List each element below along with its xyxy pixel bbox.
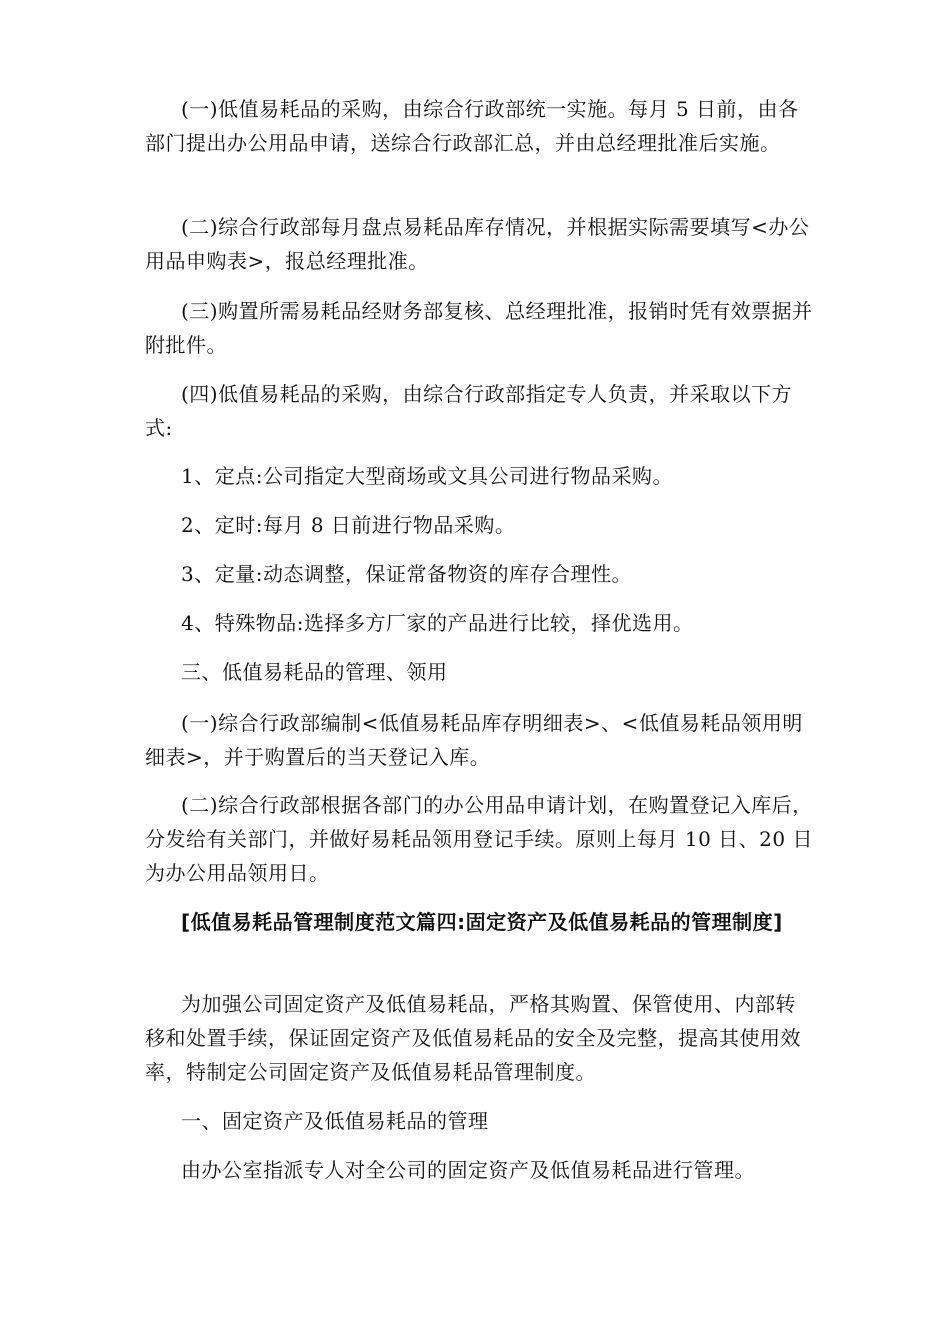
section-title-fixed-assets: 一、固定资产及低值易耗品的管理 (181, 1109, 489, 1133)
paragraph-intro: 为加强公司固定资产及低值易耗品，严格其购置、保管使用、内部转移和处置手续，保证固定资产及低值易耗品的安全及完整，提高其使用效率，特制定公司固定资产及低值易耗品管理制度。 (145, 992, 801, 1084)
paragraph-purchase-2: (二)综合行政部每月盘点易耗品库存情况，并根据实际需要填写<办公用品申购表>，报总经理批准。 (145, 215, 810, 273)
paragraph-management-2: (二)综合行政部根据各部门的办公用品申请计划，在购置登记入库后，分发给有关部门，并做好易耗品领用登记手续。原则上每月 10 日、20 日为办公用品领用日。 (145, 793, 813, 885)
list-item-fixed-quantity: 3、定量:动态调整，保证常备物资的库存合理性。 (181, 562, 632, 586)
section-heading: [低值易耗品管理制度范文篇四:固定资产及低值易耗品的管理制度] (181, 910, 783, 934)
list-item-fixed-point: 1、定点:公司指定大型商场或文具公司进行物品采购。 (181, 464, 673, 488)
paragraph-fixed-assets: 由办公室指派专人对全公司的固定资产及低值易耗品进行管理。 (181, 1158, 755, 1182)
paragraph-management-1: (一)综合行政部编制<低值易耗品库存明细表>、<低值易耗品领用明细表>，并于购置后的当天登记入库。 (145, 711, 803, 769)
list-item-special-goods: 4、特殊物品:选择多方厂家的产品进行比较，择优选用。 (181, 611, 694, 635)
paragraph-purchase-3: (三)购置所需易耗品经财务部复核、总经理批准，报销时凭有效票据并附批件。 (145, 299, 813, 357)
list-item-fixed-time: 2、定时:每月 8 日前进行物品采购。 (181, 513, 516, 537)
paragraph-purchase-4: (四)低值易耗品的采购，由综合行政部指定专人负责，并采取以下方式: (145, 382, 793, 440)
section-title-management: 三、低值易耗品的管理、领用 (181, 660, 448, 684)
paragraph-purchase-1: (一)低值易耗品的采购，由综合行政部统一实施。每月 5 日前，由各部门提出办公用品申请，送综合行政部汇总，并由总经理批准后实施。 (145, 97, 799, 155)
